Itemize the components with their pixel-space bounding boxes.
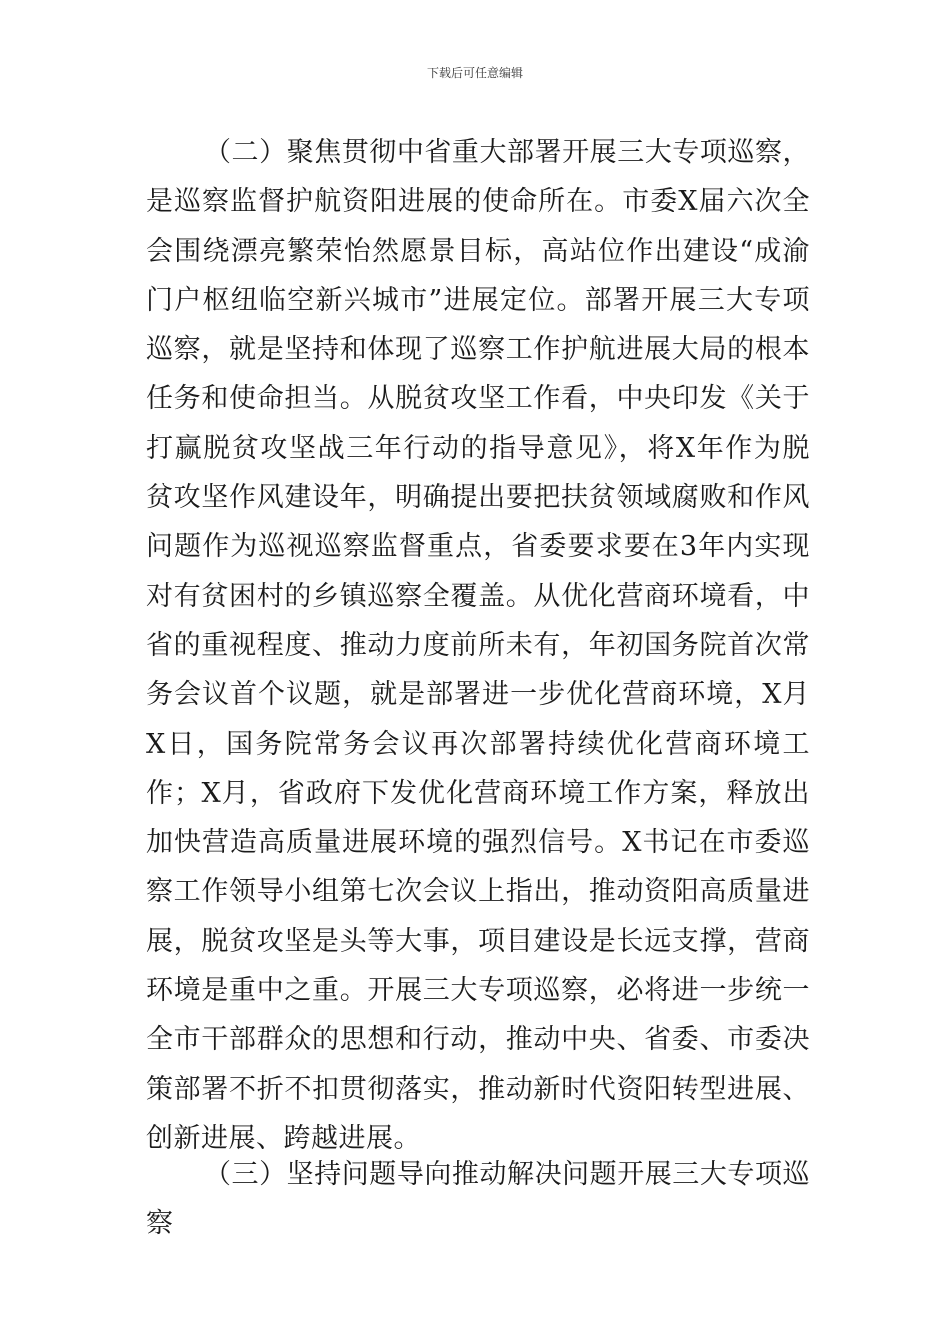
paragraph-section-two: （二）聚焦贯彻中省重大部署开展三大专项巡察，是巡察监督护航资阳进展的使命所在。市委X届六次全会围绕漂亮繁荣怡然愿景目标，高站位作出建设“成渝门户枢纽临空新兴城市”进展定位。部署开展三大专项巡察，就是坚持和体现了巡察工作护航进展大局的根本任务和使命担当。从脱贫攻坚工作看，中央印发《关于打赢脱贫攻坚战三年行动的指导意见》，将X年作为脱贫攻坚作风建设年，明确提出要把扶贫领域腐败和作风问题作为巡视巡察监督重点，省委要求要在3年内实现对有贫困村的乡镇巡察全覆盖。从优化营商环境看，中省的重视程度、推动力度前所未有，年初国务院首次常务会议首个议题，就是部署进一步优化营商环境，X月X日，国务院常务会议再次部署持续优化营商环境工作；X月，省政府下发优化营商环境工作方案，释放出加快营造高质量进展环境的强烈信号。X书记在市委巡察工作领导小组第七次会议上指出，推动资阳高质量进展，脱贫攻坚是头等大事，项目建设是长远支撑，营商环境是重中之重。开展三大专项巡察，必将进一步统一全市干部群众的思想和行动，推动中央、省委、市委决策部署不折不扣贯彻落实，推动新时代资阳转型进展、创新进展、跨越进展。 <box>146 137 810 1154</box>
paragraph-section-three: （三）坚持问题导向推动解决问题开展三大专项巡察 <box>146 1159 810 1240</box>
page-header-note: 下载后可任意编辑 <box>426 66 523 80</box>
